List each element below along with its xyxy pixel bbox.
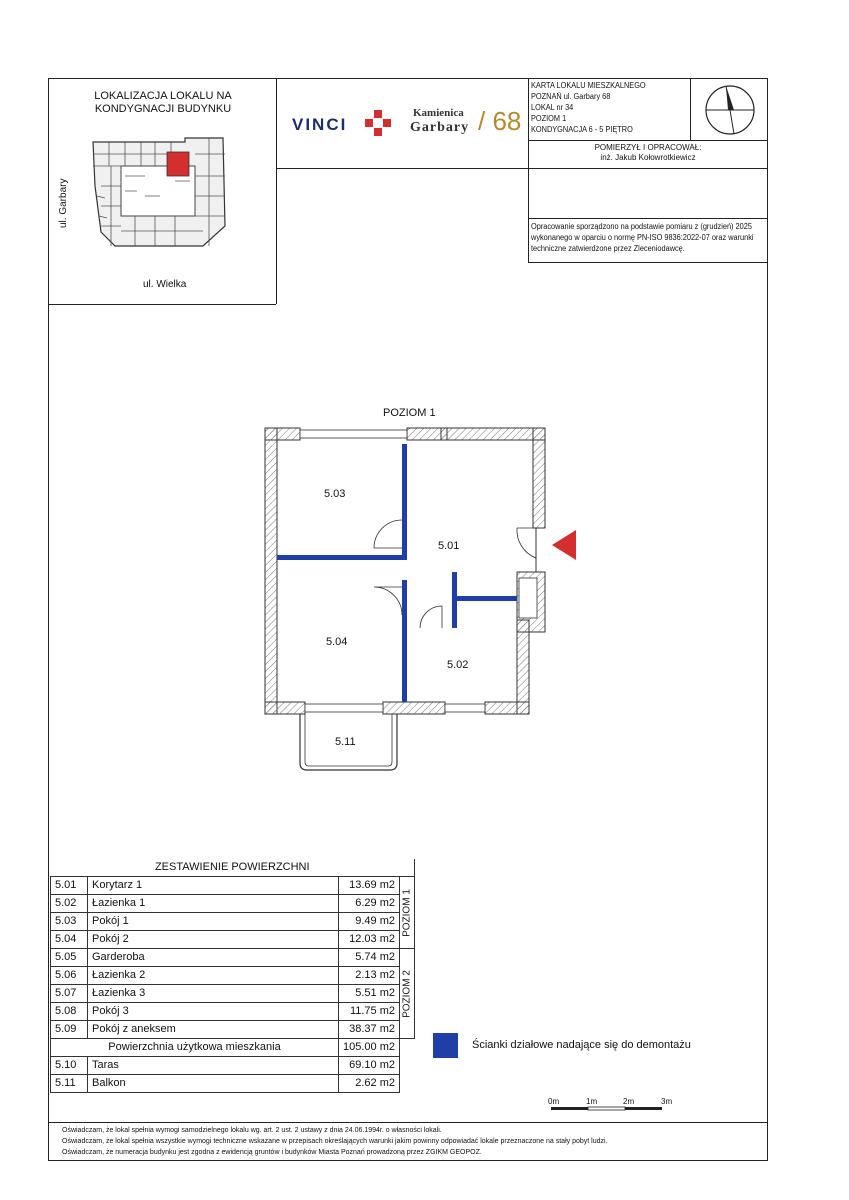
- room-label-5-03: 5.03: [324, 488, 346, 500]
- room-name: Łazienka 1: [88, 895, 339, 913]
- scale-label: 1m: [586, 1097, 598, 1106]
- divider: [528, 140, 768, 141]
- room-area: 2.13 m2: [339, 967, 400, 985]
- table-row: [51, 949, 415, 967]
- empty-cell: [400, 1075, 415, 1093]
- unit-highlight: [167, 152, 189, 176]
- divider: [528, 218, 768, 219]
- location-title-line: LOKALIZACJA LOKALU NA: [94, 90, 232, 102]
- room-area: 2.62 m2: [339, 1075, 400, 1093]
- divider: [48, 1122, 768, 1123]
- room-area: 5.74 m2: [339, 949, 400, 967]
- room-name: Pokój z aneksem: [88, 1021, 339, 1039]
- divider: [276, 78, 277, 304]
- room-number: 5.04: [51, 931, 88, 949]
- floor-plan: [255, 420, 585, 775]
- room-name: Garderoba: [88, 949, 339, 967]
- measured-by-name: inż. Jakub Kołowrotkiewicz: [600, 153, 696, 162]
- level-1-cell: [400, 877, 415, 949]
- card-floor: KONDYGNACJA 6 - 5 PIĘTRO: [531, 125, 633, 134]
- divider: [690, 78, 691, 140]
- street-left-label: ul. Garbary: [58, 178, 69, 228]
- brand-number: / 68: [478, 106, 522, 136]
- plan-title: POZIOM 1: [383, 407, 436, 419]
- table-row: [51, 1075, 415, 1093]
- table-row: [51, 1003, 415, 1021]
- room-number: 5.10: [51, 1057, 88, 1075]
- brand-line1: Kamienica: [413, 107, 464, 119]
- measured-by-label: POMIERZYŁ I OPRACOWAŁ:: [594, 143, 702, 152]
- table-header-row: [51, 859, 415, 877]
- room-name: Łazienka 3: [88, 985, 339, 1003]
- room-area: 12.03 m2: [339, 931, 400, 949]
- divider: [48, 304, 276, 305]
- room-area: 38.37 m2: [339, 1021, 400, 1039]
- vinci-logo: VINCI: [292, 115, 348, 134]
- location-title-line: KONDYGNACJI BUDYNKU: [94, 103, 232, 115]
- measured-by: [528, 143, 768, 163]
- room-name: Pokój 2: [88, 931, 339, 949]
- room-number: 5.09: [51, 1021, 88, 1039]
- divider: [528, 262, 768, 263]
- scale-label: 0m: [548, 1097, 560, 1106]
- table-row: [51, 895, 415, 913]
- table-total-row: [51, 1039, 415, 1057]
- room-area: 6.29 m2: [339, 895, 400, 913]
- declaration-line: Oświadczam, że numeracja budynku jest zgodna z ewidencją gruntów i budynków Miasta Poznań prowadzoną przez ZGIKM GEOPOZ.: [62, 1149, 482, 1156]
- room-name: Taras: [88, 1057, 339, 1075]
- room-area: 9.49 m2: [339, 913, 400, 931]
- room-name: Pokój 3: [88, 1003, 339, 1021]
- scale-label: 2m: [623, 1097, 635, 1106]
- room-area: 11.75 m2: [339, 1003, 400, 1021]
- level-1-label: POZIOM 1: [401, 888, 413, 937]
- note-line: techniczne zatwierdzone przez Zleceniodawcę.: [531, 244, 685, 253]
- room-number: 5.11: [51, 1075, 88, 1093]
- divider: [528, 78, 529, 262]
- legend-swatch: [433, 1033, 458, 1058]
- room-number: 5.02: [51, 895, 88, 913]
- building-floor-map: [85, 136, 235, 261]
- room-number: 5.06: [51, 967, 88, 985]
- room-name: Korytarz 1: [88, 877, 339, 895]
- legend-text: Ścianki działowe nadające się do demontażu: [472, 1039, 691, 1051]
- location-title: [72, 90, 254, 116]
- room-name: Balkon: [88, 1075, 339, 1093]
- scale-bar: [550, 1106, 670, 1112]
- room-area: 69.10 m2: [339, 1057, 400, 1075]
- declaration-line: Oświadczam, że lokal spełnia wymogi samodzielnego lokalu wg. art. 2 ust. 2 ustawy z dnia 24.06.1994r. o własności lokali.: [62, 1127, 442, 1134]
- room-name: Łazienka 2: [88, 967, 339, 985]
- note-line: Opracowanie sporządzono na podstawie pomiaru z (grudzień) 2025: [531, 222, 752, 231]
- card-title: KARTA LOKALU MIESZKALNEGO: [531, 81, 646, 90]
- total-area: 105.00 m2: [339, 1039, 400, 1057]
- room-area: 13.69 m2: [339, 877, 400, 895]
- area-summary-table: [50, 859, 415, 1093]
- card-address: POZNAŃ ul. Garbary 68: [531, 92, 611, 101]
- total-label: Powierzchnia użytkowa mieszkania: [51, 1039, 339, 1057]
- table-row: [51, 1057, 415, 1075]
- north-arrow-icon: [704, 84, 756, 136]
- divider: [276, 168, 768, 169]
- room-label-5-11: 5.11: [335, 736, 356, 748]
- note-line: wykonanego w oparciu o normę PN-ISO 9836:2022-07 oraz warunki: [531, 233, 754, 242]
- scale-label: 3m: [661, 1097, 673, 1106]
- empty-cell: [400, 1039, 415, 1057]
- level-2-cell: [400, 949, 415, 1039]
- card-level: POZIOM 1: [531, 114, 567, 123]
- table-row: [51, 913, 415, 931]
- table-row: [51, 1021, 415, 1039]
- table-title: ZESTAWIENIE POWIERZCHNI: [51, 859, 415, 877]
- room-label-5-01: 5.01: [438, 540, 460, 552]
- room-number: 5.03: [51, 913, 88, 931]
- card-unit: LOKAL nr 34: [531, 103, 574, 112]
- declaration-line: Oświadczam, że lokal spełnia wszystkie wymogi techniczne wskazane w przepisach określających warunki jakim powinny odpowiadać lokale przeznaczone na stały pobyt ludzi.: [62, 1138, 608, 1145]
- table-row: [51, 931, 415, 949]
- room-label-5-04: 5.04: [326, 636, 348, 648]
- room-number: 5.05: [51, 949, 88, 967]
- empty-cell: [400, 1057, 415, 1075]
- vinci-cross-icon: [365, 110, 391, 136]
- room-number: 5.01: [51, 877, 88, 895]
- street-bottom-label: ul. Wielka: [143, 279, 187, 290]
- room-number: 5.08: [51, 1003, 88, 1021]
- table-row: [51, 985, 415, 1003]
- room-number: 5.07: [51, 985, 88, 1003]
- table-row: [51, 967, 415, 985]
- entrance-arrow-icon: [552, 530, 578, 560]
- room-label-5-02: 5.02: [447, 659, 469, 671]
- level-2-label: POZIOM 2: [401, 969, 413, 1018]
- brand-line2: Garbary: [410, 120, 470, 135]
- room-area: 5.51 m2: [339, 985, 400, 1003]
- room-name: Pokój 1: [88, 913, 339, 931]
- table-row: [51, 877, 415, 895]
